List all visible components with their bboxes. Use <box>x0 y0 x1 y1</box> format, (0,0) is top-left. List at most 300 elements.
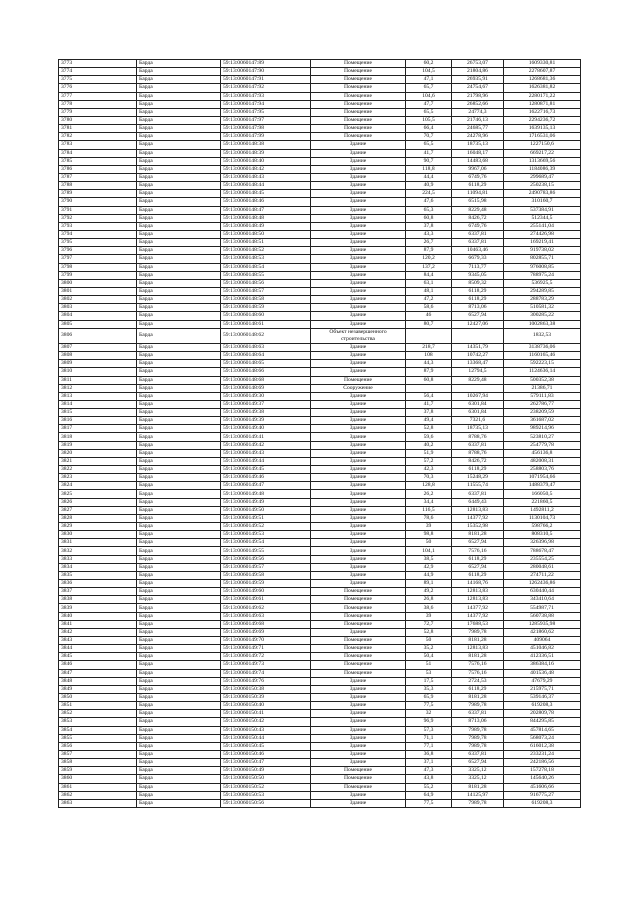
cadastral-number-cell: 59:13:0060148:69 <box>221 384 311 392</box>
specific-value-cell: 6749,76 <box>452 173 504 181</box>
table-row <box>59 531 581 539</box>
table-row <box>59 628 581 636</box>
object-type-cell: Здание <box>311 580 406 588</box>
row-number-cell: 3840 <box>59 612 137 620</box>
cadastral-number-cell: 59:13:0060150:44 <box>221 734 311 742</box>
cadastral-number-cell: 59:13:0060148:38 <box>221 141 311 149</box>
cadastral-value-cell: 280048,61 <box>504 563 581 571</box>
area-cell: 120,2 <box>406 255 452 263</box>
cadastral-number-cell: 59:13:0060147:94 <box>221 100 311 108</box>
object-type-cell: Сооружение <box>311 384 406 392</box>
table-row <box>59 239 581 247</box>
locality-cell: Барда <box>137 750 221 758</box>
cadastral-number-cell: 59:13:0060148:39 <box>221 149 311 157</box>
specific-value-cell: 8426,72 <box>452 457 504 465</box>
locality-cell: Барда <box>137 767 221 775</box>
cadastral-value-cell: 412336,51 <box>504 653 581 661</box>
area-cell: 50 <box>406 539 452 547</box>
cadastral-number-cell: 59:13:0060149:56 <box>221 555 311 563</box>
area-cell: 105,5 <box>406 116 452 124</box>
table-row <box>59 580 581 588</box>
cadastral-number-cell: 59:13:0060149:40 <box>221 425 311 433</box>
cadastral-number-cell: 59:13:0060149:68 <box>221 620 311 628</box>
cadastral-number-cell: 59:13:0060150:50 <box>221 775 311 783</box>
cadastral-number-cell: 59:13:0060149:39 <box>221 417 311 425</box>
cadastral-value-cell: 262786,77 <box>504 400 581 408</box>
table-row <box>59 710 581 718</box>
area-cell: 35,2 <box>406 645 452 653</box>
object-type-cell: Здание <box>311 514 406 522</box>
locality-cell: Барда <box>137 474 221 482</box>
object-type-cell: Здание <box>311 677 406 685</box>
locality-cell: Барда <box>137 612 221 620</box>
area-cell: 44,9 <box>406 571 452 579</box>
object-type-cell: Здание <box>311 165 406 173</box>
cadastral-number-cell: 59:13:0060148:68 <box>221 376 311 384</box>
object-type-cell: Здание <box>311 506 406 514</box>
specific-value-cell: 12813,83 <box>452 596 504 604</box>
table-row <box>59 474 581 482</box>
cadastral-value-cell: 788975,24 <box>504 271 581 279</box>
cadastral-number-cell: 59:13:0060150:41 <box>221 710 311 718</box>
object-type-cell: Здание <box>311 702 406 710</box>
table-row <box>59 214 581 222</box>
area-cell: 77,5 <box>406 702 452 710</box>
table-row <box>59 198 581 206</box>
cadastral-value-cell: 808310,5 <box>504 531 581 539</box>
cadastral-value-cell: 919738,02 <box>504 247 581 255</box>
area-cell: 26,2 <box>406 490 452 498</box>
object-type-cell: Помещение <box>311 92 406 100</box>
cadastral-number-cell: 59:13:0060149:54 <box>221 539 311 547</box>
area-cell: 70,3 <box>406 474 452 482</box>
cadastral-number-cell: 59:13:0060149:71 <box>221 645 311 653</box>
row-number-cell: 3810 <box>59 368 137 376</box>
row-number-cell: 3817 <box>59 425 137 433</box>
object-type-cell: Здание <box>311 425 406 433</box>
cadastral-number-cell: 59:13:0060148:60 <box>221 312 311 320</box>
object-type-cell: Помещение <box>311 100 406 108</box>
cadastral-number-cell: 59:13:0060147:92 <box>221 84 311 92</box>
area-cell: 116,5 <box>406 506 452 514</box>
object-type-cell: Помещение <box>311 783 406 791</box>
object-type-cell: Здание <box>311 247 406 255</box>
row-number-cell: 3773 <box>59 60 137 68</box>
locality-cell: Барда <box>137 165 221 173</box>
area-cell: 37,1 <box>406 759 452 767</box>
specific-value-cell: 6337,81 <box>452 239 504 247</box>
object-type-cell: Здание <box>311 571 406 579</box>
cadastral-value-cell: 2278607,87 <box>504 68 581 76</box>
cadastral-number-cell: 59:13:0060149:53 <box>221 531 311 539</box>
locality-cell: Барда <box>137 368 221 376</box>
cadastral-number-cell: 59:13:0060148:44 <box>221 182 311 190</box>
area-cell: 47,1 <box>406 76 452 84</box>
locality-cell: Барда <box>137 149 221 157</box>
cadastral-number-cell: 59:13:0060149:48 <box>221 490 311 498</box>
locality-cell: Барда <box>137 247 221 255</box>
locality-cell: Барда <box>137 76 221 84</box>
cadastral-value-cell: 254779,78 <box>504 441 581 449</box>
specific-value-cell: 8229,48 <box>452 376 504 384</box>
cadastral-number-cell: 59:13:0060149:58 <box>221 571 311 579</box>
object-type-cell: Здание <box>311 563 406 571</box>
cadastral-value-cell: 409064 <box>504 637 581 645</box>
row-number-cell: 3805 <box>59 320 137 328</box>
row-number-cell: 3799 <box>59 271 137 279</box>
table-row <box>59 645 581 653</box>
cadastral-value-cell: 242186,56 <box>504 759 581 767</box>
cadastral-number-cell: 59:13:0060148:55 <box>221 271 311 279</box>
object-type-cell: Помещение <box>311 653 406 661</box>
cadastral-value-cell: 916775,27 <box>504 791 581 799</box>
locality-cell: Барда <box>137 100 221 108</box>
cadastral-number-cell: 59:13:0060150:43 <box>221 726 311 734</box>
cadastral-value-cell: 1130104,73 <box>504 514 581 522</box>
area-cell: 77,5 <box>406 799 452 807</box>
cadastral-number-cell: 59:13:0060149:49 <box>221 498 311 506</box>
specific-value-cell: 7576,16 <box>452 661 504 669</box>
locality-cell: Барда <box>137 287 221 295</box>
cadastral-number-cell: 59:13:0060148:56 <box>221 279 311 287</box>
area-cell: 64,9 <box>406 791 452 799</box>
locality-cell: Барда <box>137 693 221 701</box>
row-number-cell: 3823 <box>59 474 137 482</box>
object-type-cell: Помещение <box>311 637 406 645</box>
row-number-cell: 3848 <box>59 677 137 685</box>
object-type-cell: Здание <box>311 271 406 279</box>
locality-cell: Барда <box>137 84 221 92</box>
cadastral-number-cell: 59:13:0060148:52 <box>221 247 311 255</box>
area-cell: 41,7 <box>406 400 452 408</box>
table-row <box>59 100 581 108</box>
cadastral-value-cell: 1609330,81 <box>504 60 581 68</box>
cadastral-value-cell: 976008,85 <box>504 263 581 271</box>
table-row <box>59 726 581 734</box>
row-number-cell: 3815 <box>59 409 137 417</box>
object-type-cell: Здание <box>311 400 406 408</box>
locality-cell: Барда <box>137 92 221 100</box>
table-row <box>59 247 581 255</box>
locality-cell: Барда <box>137 304 221 312</box>
table-row <box>59 449 581 457</box>
specific-value-cell: 7989,78 <box>452 702 504 710</box>
area-cell: 60,8 <box>406 376 452 384</box>
cadastral-number-cell: 59:13:0060149:76 <box>221 677 311 685</box>
cadastral-number-cell: 59:13:0060148:40 <box>221 157 311 165</box>
row-number-cell: 3852 <box>59 710 137 718</box>
locality-cell: Барда <box>137 141 221 149</box>
area-cell <box>406 328 452 343</box>
cadastral-value-cell: 386384,16 <box>504 661 581 669</box>
locality-cell: Барда <box>137 125 221 133</box>
table-row <box>59 791 581 799</box>
cadastral-value-cell: 619208,3 <box>504 702 581 710</box>
cadastral-number-cell: 59:13:0060149:43 <box>221 449 311 457</box>
locality-cell: Барда <box>137 198 221 206</box>
cadastral-number-cell: 59:13:0060148:63 <box>221 343 311 351</box>
table-row <box>59 360 581 368</box>
specific-value-cell: 6118,29 <box>452 466 504 474</box>
table-row <box>59 702 581 710</box>
area-cell: 26,7 <box>406 239 452 247</box>
specific-value-cell: 18735,13 <box>452 425 504 433</box>
area-cell: 38,6 <box>406 604 452 612</box>
object-type-cell: Здание <box>311 457 406 465</box>
table-row <box>59 343 581 351</box>
cadastral-value-cell: 238209,59 <box>504 409 581 417</box>
cadastral-value-cell: 1626381,82 <box>504 84 581 92</box>
table-row <box>59 669 581 677</box>
row-number-cell: 3792 <box>59 214 137 222</box>
table-row <box>59 141 581 149</box>
specific-value-cell: 7989,78 <box>452 799 504 807</box>
row-number-cell: 3816 <box>59 417 137 425</box>
locality-cell: Барда <box>137 392 221 400</box>
specific-value-cell: 11094,81 <box>452 190 504 198</box>
locality-cell: Барда <box>137 173 221 181</box>
cadastral-value-cell: 457814,65 <box>504 726 581 734</box>
row-number-cell: 3839 <box>59 604 137 612</box>
locality-cell: Барда <box>137 783 221 791</box>
area-cell: 71,1 <box>406 734 452 742</box>
area-cell: 42,9 <box>406 563 452 571</box>
cadastral-value-cell: 255141,04 <box>504 222 581 230</box>
cadastral-value-cell: 619208,3 <box>504 799 581 807</box>
locality-cell: Барда <box>137 352 221 360</box>
specific-value-cell: 14125,97 <box>452 791 504 799</box>
specific-value-cell: 24278,96 <box>452 133 504 141</box>
specific-value-cell: 21804,86 <box>452 68 504 76</box>
object-type-cell: Помещение <box>311 661 406 669</box>
area-cell: 36,8 <box>406 750 452 758</box>
row-number-cell: 3784 <box>59 149 137 157</box>
cadastral-number-cell: 59:13:0060148:65 <box>221 360 311 368</box>
row-number-cell: 3774 <box>59 68 137 76</box>
area-cell: 40,2 <box>406 441 452 449</box>
locality-cell: Барда <box>137 653 221 661</box>
cadastral-number-cell: 59:13:0060147:89 <box>221 60 311 68</box>
area-cell: 104,5 <box>406 68 452 76</box>
area-cell: 56,4 <box>406 392 452 400</box>
row-number-cell: 3778 <box>59 100 137 108</box>
specific-value-cell: 12813,83 <box>452 506 504 514</box>
area-cell: 63,1 <box>406 279 452 287</box>
area-cell: 41,7 <box>406 149 452 157</box>
cadastral-value-cell: 274426,98 <box>504 230 581 238</box>
table-row <box>59 116 581 124</box>
specific-value-cell: 6118,29 <box>452 287 504 295</box>
specific-value-cell: 10267,94 <box>452 392 504 400</box>
cadastral-value-cell: 500352,38 <box>504 376 581 384</box>
area-cell: 96,9 <box>406 718 452 726</box>
specific-value-cell: 12813,83 <box>452 588 504 596</box>
table-row <box>59 149 581 157</box>
specific-value-cell: 7113,77 <box>452 263 504 271</box>
cadastral-value-cell: 299689,47 <box>504 173 581 181</box>
specific-value-cell: 8788,76 <box>452 433 504 441</box>
object-type-cell: Помещение <box>311 76 406 84</box>
cadastral-number-cell: 59:13:0060150:52 <box>221 783 311 791</box>
cadastral-value-cell: 274711,22 <box>504 571 581 579</box>
object-type-cell: Здание <box>311 360 406 368</box>
row-number-cell: 3829 <box>59 523 137 531</box>
locality-cell: Барда <box>137 68 221 76</box>
specific-value-cell: 6515,98 <box>452 198 504 206</box>
row-number-cell: 3843 <box>59 637 137 645</box>
area-cell: 43,8 <box>406 775 452 783</box>
cadastral-value-cell: 802855,71 <box>504 255 581 263</box>
table-row <box>59 677 581 685</box>
specific-value-cell: 7321,6 <box>452 417 504 425</box>
cadastral-number-cell: 59:13:0060149:38 <box>221 409 311 417</box>
table-row <box>59 230 581 238</box>
row-number-cell: 3819 <box>59 441 137 449</box>
table-row <box>59 441 581 449</box>
locality-cell: Барда <box>137 482 221 490</box>
object-type-cell: Здание <box>311 441 406 449</box>
row-number-cell: 3789 <box>59 190 137 198</box>
object-type-cell: Помещение <box>311 767 406 775</box>
cadastral-number-cell: 59:13:0060149:61 <box>221 596 311 604</box>
object-type-cell: Помещение <box>311 620 406 628</box>
cadastral-number-cell: 59:13:0060147:95 <box>221 108 311 116</box>
area-cell: 80,7 <box>406 320 452 328</box>
row-number-cell: 3858 <box>59 759 137 767</box>
area-cell: 70,7 <box>406 133 452 141</box>
table-row <box>59 263 581 271</box>
cadastral-value-cell: 592223,15 <box>504 360 581 368</box>
row-number-cell: 3841 <box>59 620 137 628</box>
area-cell: 55,2 <box>406 783 452 791</box>
specific-value-cell: 6527,94 <box>452 563 504 571</box>
object-type-cell: Здание <box>311 531 406 539</box>
specific-value-cell: 6449,43 <box>452 498 504 506</box>
object-type-cell: Здание <box>311 392 406 400</box>
table-row <box>59 563 581 571</box>
cadastral-value-cell: 233231,24 <box>504 750 581 758</box>
row-number-cell: 3791 <box>59 206 137 214</box>
locality-cell: Барда <box>137 604 221 612</box>
table-row <box>59 457 581 465</box>
area-cell: 37,8 <box>406 409 452 417</box>
object-type-cell: Здание <box>311 141 406 149</box>
cadastral-number-cell: 59:13:0060147:91 <box>221 76 311 84</box>
locality-cell: Барда <box>137 133 221 141</box>
area-cell: 65,3 <box>406 206 452 214</box>
object-type-cell: Здание <box>311 157 406 165</box>
row-number-cell: 3798 <box>59 263 137 271</box>
row-number-cell: 3780 <box>59 116 137 124</box>
locality-cell: Барда <box>137 799 221 807</box>
locality-cell: Барда <box>137 490 221 498</box>
row-number-cell: 3809 <box>59 360 137 368</box>
locality-cell: Барда <box>137 214 221 222</box>
specific-value-cell <box>452 328 504 343</box>
row-number-cell: 3859 <box>59 767 137 775</box>
row-number-cell: 3833 <box>59 555 137 563</box>
row-number-cell: 3808 <box>59 352 137 360</box>
cadastral-value-cell: 1488379,47 <box>504 482 581 490</box>
locality-cell: Барда <box>137 742 221 750</box>
cadastral-value-cell: 294289,85 <box>504 287 581 295</box>
row-number-cell: 3845 <box>59 653 137 661</box>
table-row <box>59 417 581 425</box>
locality-cell: Барда <box>137 409 221 417</box>
row-number-cell: 3802 <box>59 296 137 304</box>
specific-value-cell: 14377,92 <box>452 514 504 522</box>
cadastral-value-cell: 202809,78 <box>504 710 581 718</box>
row-number-cell: 3844 <box>59 645 137 653</box>
area-cell: 50 <box>406 637 452 645</box>
locality-cell: Барда <box>137 343 221 351</box>
cadastral-value-cell: 310160,7 <box>504 198 581 206</box>
table-row <box>59 352 581 360</box>
specific-value-cell: 7576,16 <box>452 669 504 677</box>
row-number-cell: 3832 <box>59 547 137 555</box>
specific-value-cell: 26753,07 <box>452 60 504 68</box>
cadastral-value-cell: 1262436,86 <box>504 580 581 588</box>
object-type-cell: Здание <box>311 149 406 157</box>
specific-value-cell: 6337,81 <box>452 490 504 498</box>
row-number-cell: 3828 <box>59 514 137 522</box>
row-number-cell: 3801 <box>59 287 137 295</box>
table-row <box>59 433 581 441</box>
cadastral-number-cell: 59:13:0060150:39 <box>221 693 311 701</box>
locality-cell: Барда <box>137 400 221 408</box>
specific-value-cell: 6301,84 <box>452 409 504 417</box>
table-row <box>59 612 581 620</box>
object-type-cell: Помещение <box>311 612 406 620</box>
row-number-cell: 3842 <box>59 628 137 636</box>
table-row <box>59 222 581 230</box>
cadastral-value-cell: 1832,53 <box>504 328 581 343</box>
locality-cell: Барда <box>137 320 221 328</box>
locality-cell: Барда <box>137 718 221 726</box>
table-row <box>59 588 581 596</box>
object-type-cell: Здание <box>311 279 406 287</box>
cadastral-number-cell: 59:13:0060149:74 <box>221 669 311 677</box>
table-row <box>59 490 581 498</box>
locality-cell: Барда <box>137 449 221 457</box>
specific-value-cell: 26935,91 <box>452 76 504 84</box>
area-cell: 84,4 <box>406 271 452 279</box>
table-row <box>59 742 581 750</box>
locality-cell: Барда <box>137 498 221 506</box>
row-number-cell: 3846 <box>59 661 137 669</box>
specific-value-cell: 15248,29 <box>452 474 504 482</box>
row-number-cell: 3830 <box>59 531 137 539</box>
row-number-cell: 3831 <box>59 539 137 547</box>
object-type-cell: Помещение <box>311 604 406 612</box>
row-number-cell: 3787 <box>59 173 137 181</box>
specific-value-cell: 14483,68 <box>452 157 504 165</box>
table-row <box>59 173 581 181</box>
cadastral-value-cell: 47679,29 <box>504 677 581 685</box>
table-row <box>59 661 581 669</box>
object-type-cell: Помещение <box>311 108 406 116</box>
area-cell: 87,9 <box>406 368 452 376</box>
specific-value-cell: 6749,76 <box>452 222 504 230</box>
locality-cell: Барда <box>137 230 221 238</box>
table-row <box>59 165 581 173</box>
table-row <box>59 596 581 604</box>
object-type-cell: Здание <box>311 466 406 474</box>
specific-value-cell: 12427,06 <box>452 320 504 328</box>
locality-cell: Барда <box>137 637 221 645</box>
locality-cell: Барда <box>137 702 221 710</box>
row-number-cell: 3838 <box>59 596 137 604</box>
